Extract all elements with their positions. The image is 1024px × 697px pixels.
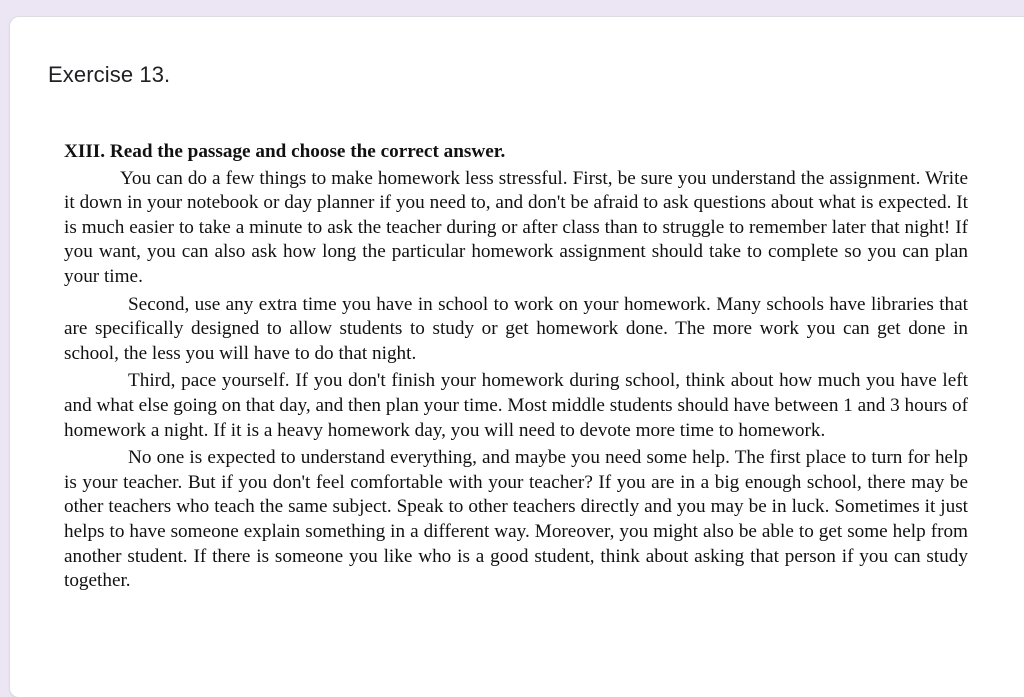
passage-paragraph-1: You can do a few things to make homework less stressful. First, be sure you understand the assignment. Write it down in your notebook or day planner if you need to, and don't be afraid to ask questions about what is expected. It is much easier to take a minute to ask the teacher during or after class than to struggle to remember later that night! If you want, you can also ask how long the particular homework assignment should take to complete so you can plan your time. [64, 167, 968, 287]
passage-paragraph-4: No one is expected to understand everything, and maybe you need some help. The first place to turn for help is your teacher. But if you don't feel comfortable with your teacher? If you are in a big enough school, there may be other teachers who teach the same subject. Speak to other teachers directly and you may be in luck. Sometimes it just helps to have someone explain something in a different way. Moreover, you might also be able to get some help from another student. If there is someone you like who is a good student, think about asking that person if you can study together. [64, 447, 968, 592]
question-title: Exercise 13. [48, 62, 171, 87]
question-card [10, 17, 1024, 697]
passage-image [64, 140, 968, 597]
passage-paragraph-3: Third, pace yourself. If you don't finish your homework during school, think about how much you have left and what else going on that day, and then plan your time. Most middle students should have between 1 and 3 hours of homework a night. If it is a heavy homework day, you will need to devote more time to homework. [64, 370, 968, 441]
passage-paragraph-2: Second, use any extra time you have in school to work on your homework. Many schools have libraries that are specifically designed to allow students to study or get homework done. The more work you can get done in school, the less you will have to do that night. [64, 293, 968, 364]
passage-heading: XIII. Read the passage and choose the correct answer. [64, 141, 506, 162]
